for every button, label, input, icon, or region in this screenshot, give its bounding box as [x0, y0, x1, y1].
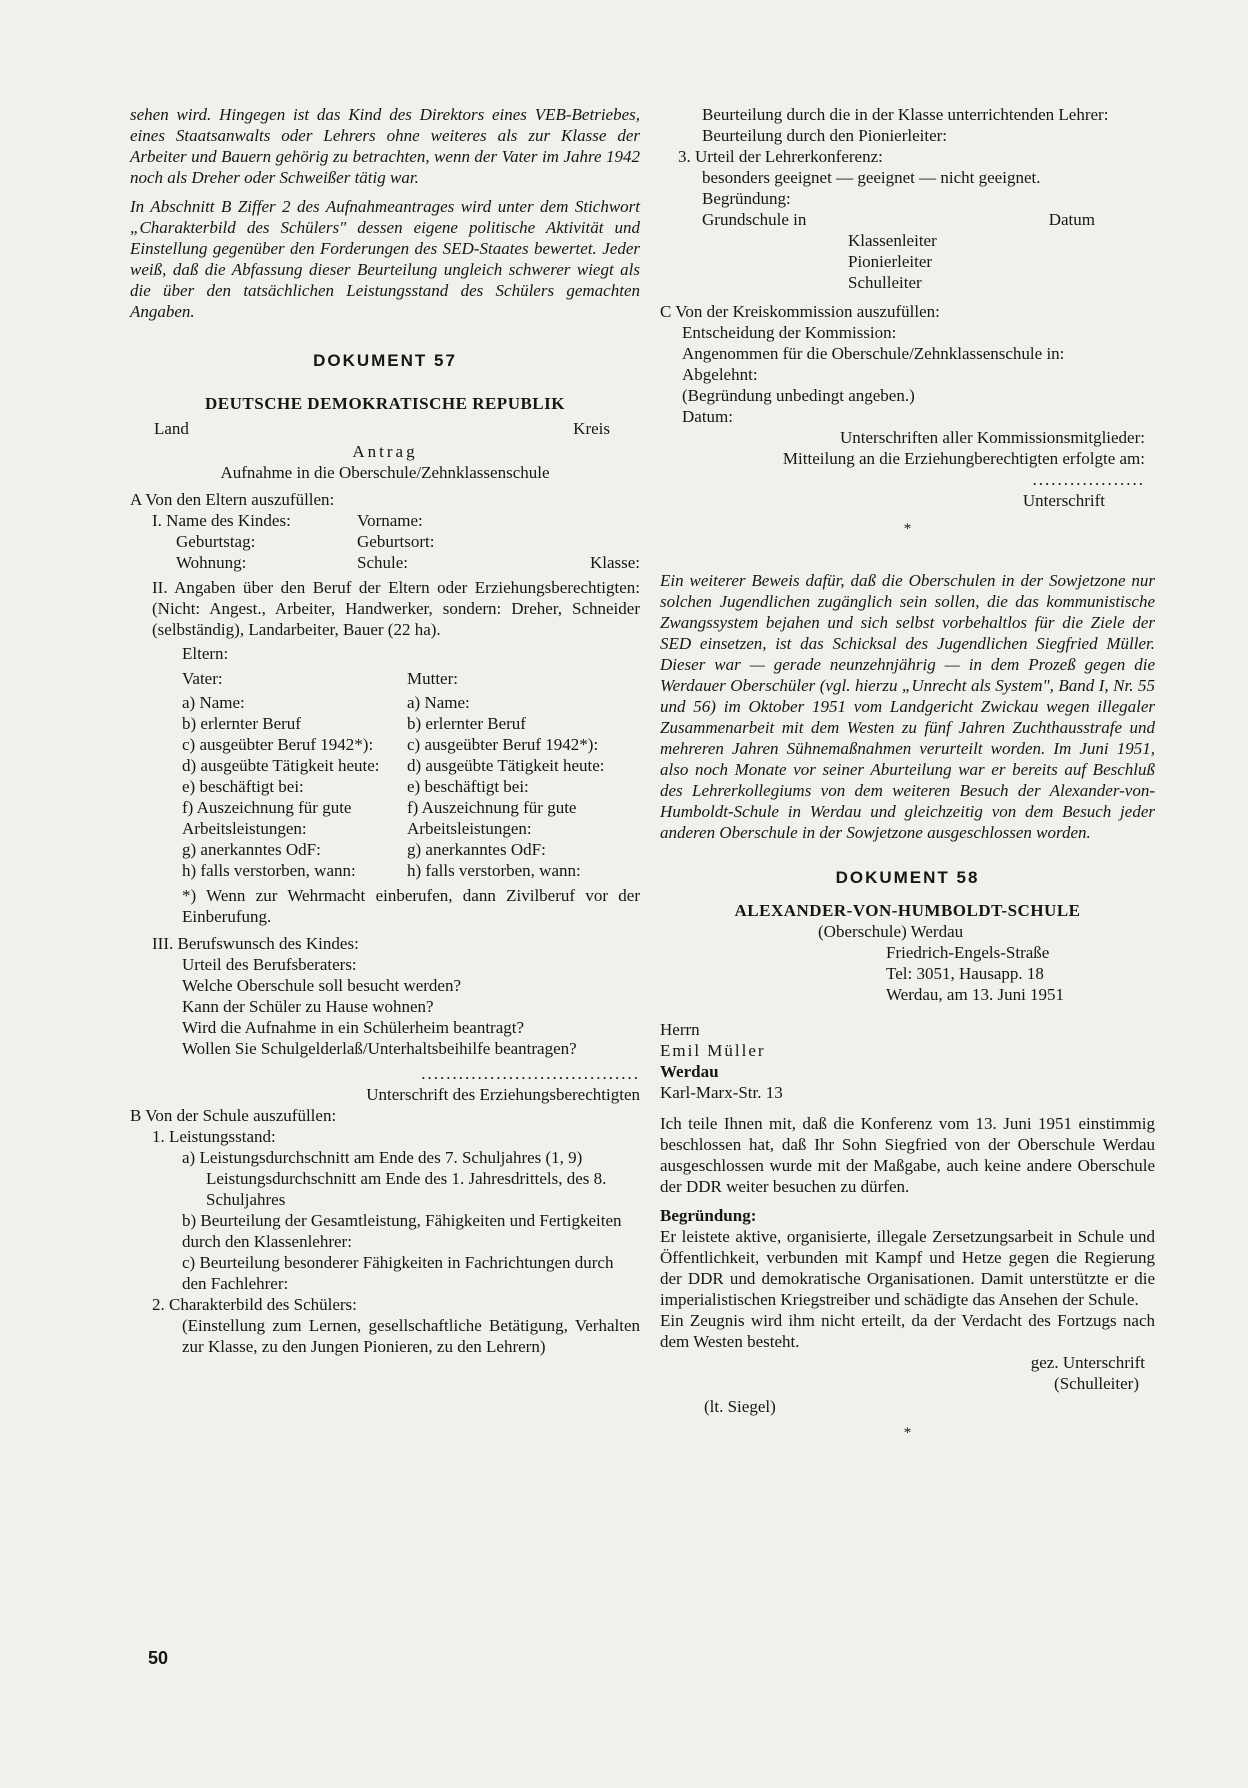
recipient-line: Herrn	[660, 1020, 700, 1039]
teacher-assessment: Beurteilung durch die in der Klasse unterrichtenden Lehrer:	[702, 105, 1109, 124]
signatory-list	[660, 230, 1155, 293]
intro-paragraph-2: In Abschnitt B Ziffer 2 des Aufnahmeantrages wird unter dem Stichwort „Charakterbild des Schülers" dessen eigene politische Aktivität und Einstellung gegenüber den Forderungen des SED-Staates bewertet. Jeder weiß, daß die Abfassung dieser Beurteilung ungleich schwerer wiegt als die über den tatsächlichen Leistungsstand des Schülers gemachten Angaben.	[130, 197, 640, 321]
table-cell: a) Name:	[182, 693, 245, 712]
b2-heading: 2. Charakterbild des Schülers:	[152, 1295, 357, 1314]
commission-signatures: Unterschriften aller Kommissionsmitglieder:	[840, 428, 1145, 447]
section-iii-list	[130, 954, 640, 1059]
pioneer-assessment: Beurteilung durch den Pionierleiter:	[702, 126, 948, 145]
begruendung-label: Begründung:	[702, 189, 791, 208]
vorname-label: Vorname:	[357, 511, 423, 530]
school-subtitle: (Oberschule) Werdau	[818, 922, 964, 941]
section-c-heading: C Von der Kreiskommission auszufüllen:	[660, 302, 940, 321]
school-name: ALEXANDER-VON-HUMBOLDT-SCHULE	[734, 901, 1081, 920]
narrative-paragraph: Ein weiterer Beweis dafür, daß die Oberschulen in der Sowjetzone nur solchen Jugendlichen zugänglich sein sollen, die das kommunistische Zwangssystem bejahen und sich selbst vorbehaltlos für die Ziele der SED einsetzen, ist das Schicksal des Jugendlichen Siegfried Müller. Dieser war — gerade neunzehnjährig — in dem Prozeß gegen die Werdauer Oberschüler (vgl. hierzu „Unrecht als System", Band I, Nr. 55 und 56) im Oktober 1951 vom Landgericht Zwickau wegen illegaler Zusammenarbeit mit dem Westen zu fünf Jahren Zuchthausstrafe und mehreren Jahren Sühnemaßnahmen verurteilt worden. Im Juni 1951, also noch Monate vor seiner Aburteilung war er bereits auf Beschluß des Lehrerkollegiums von dem weiteren Besuch der Alexander-von-Humboldt-Schule in Werdau und gleichzeitig von dem Besuch jeder anderen Oberschule in der Sowjetzone ausgeschlossen worden.	[660, 571, 1155, 842]
list-item: Datum:	[682, 407, 733, 426]
aufnahme-subtitle: Aufnahme in die Oberschule/Zehnklassenschule	[220, 463, 550, 482]
wohnung-label: Wohnung:	[176, 553, 247, 572]
list-item: Angenommen für die Oberschule/Zehnklassenschule in:	[682, 344, 1065, 363]
schule-label: Schule:	[357, 553, 408, 572]
address-line: Werdau, am 13. Juni 1951	[886, 985, 1065, 1004]
recipient-name: Emil Müller	[660, 1041, 766, 1060]
notification-line: Mitteilung an die Erziehungberechtigten erfolgte am:	[782, 449, 1145, 468]
b1-heading: 1. Leistungsstand:	[152, 1127, 276, 1146]
table-cell: c) ausgeübter Beruf 1942*):	[407, 735, 599, 754]
list-item: b) Beurteilung der Gesamtleistung, Fähigkeiten und Fertigkeiten durch den Klassenlehrer:	[182, 1211, 622, 1251]
principal-label: (Schulleiter)	[1054, 1374, 1139, 1393]
section-c-list	[660, 322, 1155, 427]
signature-dots: ...................................	[421, 1064, 640, 1083]
intro-paragraph-1: sehen wird. Hingegen ist das Kind des Direktors eines VEB-Betriebes, eines Staatsanwalts oder Lehrers ohne weiteres als zur Klasse der Arbeiter und Bauern gehörig zu betrachten, wenn der Vater im Jahre 1942 noch als Dreher oder Schweißer tätig war.	[130, 105, 640, 187]
left-column	[130, 104, 640, 1357]
list-item: c) Beurteilung besonderer Fähigkeiten in Fachrichtungen durch den Fachlehrer:	[182, 1253, 614, 1293]
geburtstag-label: Geburtstag:	[176, 532, 256, 551]
section-a-child	[130, 510, 640, 573]
address-line: Friedrich-Engels-Straße	[886, 943, 1050, 962]
list-item: Urteil des Berufsberaters:	[182, 955, 357, 974]
table-cell: a) Name:	[407, 693, 470, 712]
list-item: Abgelehnt:	[682, 365, 758, 384]
antrag-title: Antrag	[352, 442, 418, 461]
document-58-heading: DOKUMENT 58	[835, 868, 980, 887]
parents-table	[130, 668, 640, 881]
geburtsort-label: Geburtsort:	[357, 532, 435, 551]
parent-signature-label: Unterschrift des Erziehungsberechtigten	[366, 1085, 640, 1104]
separator-star: *	[903, 1425, 912, 1441]
table-cell: b) erlernter Beruf	[407, 714, 526, 733]
table-cell: e) beschäftigt bei:	[182, 777, 304, 796]
list-item: Wird die Aufnahme in ein Schülerheim beantragt?	[182, 1018, 525, 1037]
recipient	[660, 1019, 1155, 1103]
table-cell: h) falls verstorben, wann:	[407, 861, 581, 880]
recipient-city: Werdau	[660, 1062, 719, 1081]
b3-options: besonders geeignet — geeignet — nicht geeignet.	[702, 168, 1041, 187]
right-column	[660, 104, 1155, 1444]
address-line: Tel: 3051, Hausapp. 18	[886, 964, 1044, 983]
list-item: (Begründung unbedingt angeben.)	[682, 386, 915, 405]
eltern-label: Eltern:	[182, 644, 229, 663]
school-address	[660, 942, 1155, 1005]
reasoning-heading: Begründung:	[660, 1206, 757, 1225]
list-item: a) Leistungsdurchschnitt am Ende des 7. Schuljahres (1, 9)	[182, 1148, 583, 1167]
seal-note: (lt. Siegel)	[704, 1397, 776, 1416]
table-cell: b) erlernter Beruf	[182, 714, 301, 733]
separator-star: *	[903, 521, 912, 537]
table-cell: g) anerkanntes OdF:	[407, 840, 546, 859]
certificate-note: Ein Zeugnis wird ihm nicht erteilt, da der Verdacht des Fortzugs nach dem Westen besteht.	[660, 1311, 1155, 1351]
klasse-label: Klasse:	[589, 553, 640, 572]
kreis-label: Kreis	[573, 419, 610, 438]
b3-heading: 3. Urteil der Lehrerkonferenz:	[678, 147, 883, 166]
signed-line: gez. Unterschrift	[1030, 1353, 1145, 1372]
list-item: Welche Oberschule soll besucht werden?	[182, 976, 462, 995]
section-iii-heading: III. Berufswunsch des Kindes:	[152, 934, 359, 953]
land-label: Land	[154, 419, 189, 438]
land-kreis-row	[130, 418, 640, 439]
vater-label: Vater:	[182, 669, 223, 688]
signature-label: Unterschrift	[1022, 491, 1105, 510]
table-cell: d) ausgeübte Tätigkeit heute:	[182, 756, 380, 775]
signature-dots: ..................	[1032, 470, 1145, 489]
list-item: Wollen Sie Schulgelderlaß/Unterhaltsbeihilfe beantragen?	[182, 1039, 577, 1058]
republic-title: DEUTSCHE DEMOKRATISCHE REPUBLIK	[205, 394, 565, 413]
table-cell: e) beschäftigt bei:	[407, 777, 529, 796]
child-name-label: I. Name des Kindes:	[152, 511, 291, 530]
table-cell: g) anerkanntes OdF:	[182, 840, 321, 859]
table-cell: f) Auszeichnung für gute Arbeitsleistungen:	[407, 798, 577, 838]
list-item: Klassenleiter	[848, 231, 937, 250]
footnote: *) Wenn zur Wehrmacht einberufen, dann Zivilberuf vor der Einberufung.	[182, 886, 640, 926]
document-57-heading: DOKUMENT 57	[313, 351, 457, 370]
section-a-heading: A Von den Eltern auszufüllen:	[130, 490, 335, 509]
table-cell: f) Auszeichnung für gute Arbeitsleistungen:	[182, 798, 352, 838]
b1-items	[130, 1147, 640, 1294]
letter-body: Ich teile Ihnen mit, daß die Konferenz vom 13. Juni 1951 einstimmig beschlossen hat, daß Ihr Sohn Siegfried von der Oberschule Werdau ausgeschlossen wurde mit der Maßgabe, auch keine andere Oberschule der DDR weiter besuchen zu dürfen.	[660, 1114, 1155, 1196]
list-item: Kann der Schüler zu Hause wohnen?	[182, 997, 434, 1016]
mutter-label: Mutter:	[407, 669, 458, 688]
table-cell: c) ausgeübter Beruf 1942*):	[182, 735, 374, 754]
list-item: Pionierleiter	[848, 252, 933, 271]
table-cell: h) falls verstorben, wann:	[182, 861, 356, 880]
b2-text: (Einstellung zum Lernen, gesellschaftliche Betätigung, Verhalten zur Klasse, zu den Jungen Pionieren, zu den Lehrern)	[182, 1316, 640, 1356]
grundschule-label: Grundschule in	[702, 210, 807, 229]
table-cell: d) ausgeübte Tätigkeit heute:	[407, 756, 605, 775]
list-item: Schulleiter	[848, 273, 922, 292]
reasoning-text: Er leistete aktive, organisierte, illegale Zersetzungsarbeit in Schule und Öffentlichkeit, verbunden mit Kampf und Hetze gegen die Regierung der DDR und demokratische Organisationen. Damit unterstützte er die imperialistischen Kriegstreiber und schädigte das Ansehen der Schule.	[660, 1227, 1155, 1309]
grundschule-row	[660, 209, 1155, 230]
page-number: 50	[148, 1648, 169, 1668]
list-item: Entscheidung der Kommission:	[682, 323, 897, 342]
section-b-heading: B Von der Schule auszufüllen:	[130, 1106, 337, 1125]
section-ii-text: II. Angaben über den Beruf der Eltern oder Erziehungsberechtigten: (Nicht: Angest., Arbeiter, Handwerker, sondern: Dreher, Schneider (selbständig), Landarbeiter, Bauer (22 ha).	[152, 578, 640, 639]
recipient-street: Karl-Marx-Str. 13	[660, 1083, 783, 1102]
list-item: Leistungsdurchschnitt am Ende des 1. Jahresdrittels, des 8. Schuljahres	[206, 1169, 607, 1209]
datum-label: Datum	[1048, 210, 1095, 229]
